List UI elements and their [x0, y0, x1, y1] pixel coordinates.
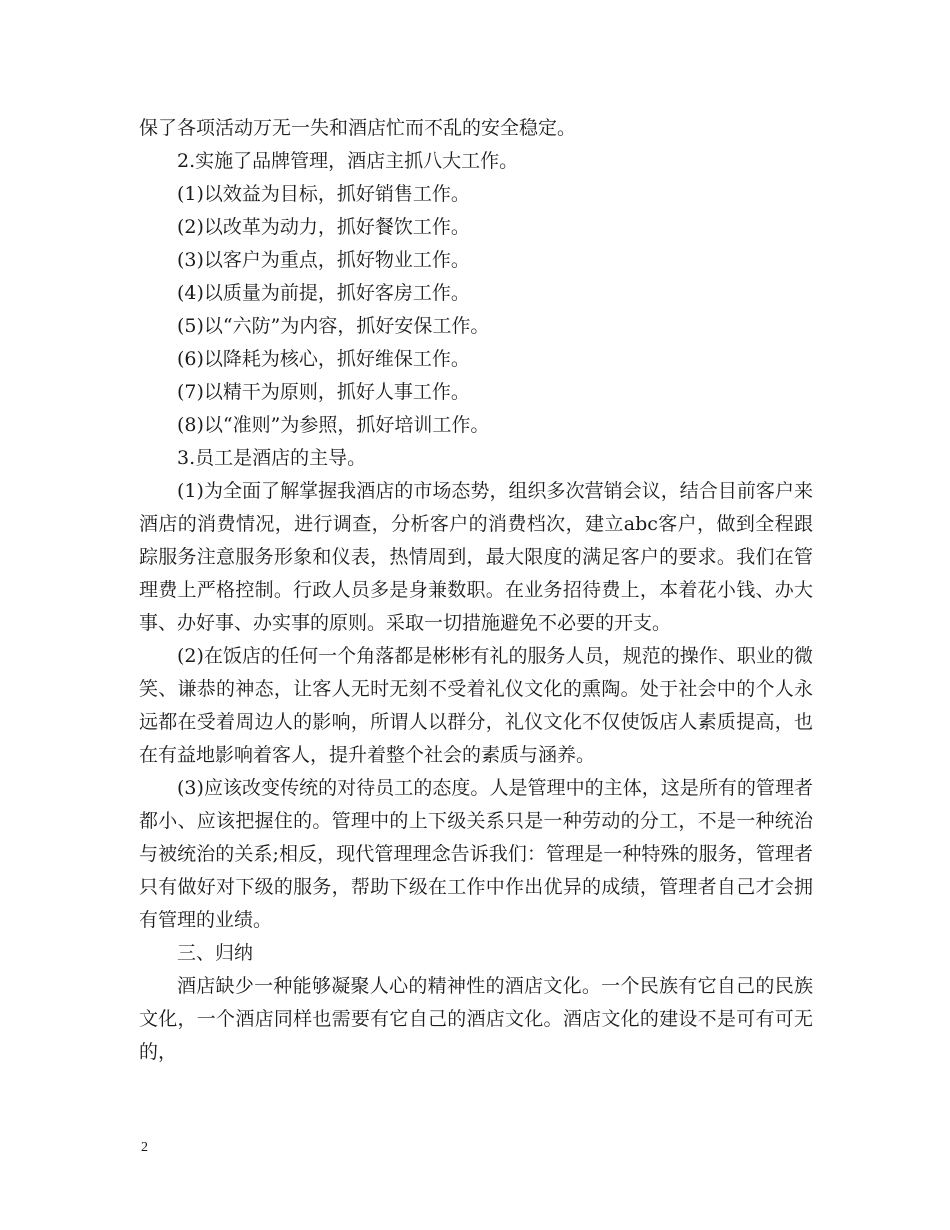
list-item: (6)以降耗为核心，抓好维保工作。 [177, 348, 470, 370]
list-item: (5)以“六防”为内容，抓好安保工作。 [177, 315, 490, 337]
paragraph: (1)为全面了解掌握我酒店的市场态势，组织多次营销会议，结合目前客户来酒店的消费情况，进行调查，分析客户的消费档次，建立abc客户，做到全程跟踪服务注意服务形象和仪表，热情周到，最大限度的满足客户的要求。我们在管理费上严格控制。行政人员多是身兼数职。在业务招待费上，本着花小钱、办大事、办好事、办实事的原则。采取一切措施避免不必要的开支。 [139, 480, 813, 634]
list-item: (7)以精干为原则，抓好人事工作。 [177, 381, 470, 403]
list-item: (1)以效益为目标，抓好销售工作。 [177, 183, 470, 205]
list-item: (8)以“准则”为参照，抓好培训工作。 [177, 414, 490, 436]
list-item: (3)以客户为重点，抓好物业工作。 [177, 249, 470, 271]
paragraph: 保了各项活动万无一失和酒店忙而不乱的安全稳定。 [139, 117, 577, 139]
paragraph: 3.员工是酒店的主导。 [177, 447, 367, 469]
paragraph: 2.实施了品牌管理，酒店主抓八大工作。 [177, 150, 519, 172]
paragraph: (3)应该改变传统的对待员工的态度。人是管理中的主体，这是所有的管理者都小、应该把握住的。管理中的上下级关系只是一种劳动的分工，不是一种统治与被统治的关系;相反，现代管理理念告诉我们：管理是一种特殊的服务，管理者只有做好对下级的服务，帮助下级在工作中作出优异的成绩，管理者自己才会拥有管理的业绩。 [139, 777, 813, 931]
paragraph: (2)在饭店的任何一个角落都是彬彬有礼的服务人员，规范的操作、职业的微笑、谦恭的神态，让客人无时无刻不受着礼仪文化的熏陶。处于社会中的个人永远都在受着周边人的影响，所谓人以群分，礼仪文化不仅使饭店人素质提高，也在有益地影响着客人，提升着整个社会的素质与涵养。 [139, 645, 813, 766]
list-item: (2)以改革为动力，抓好餐饮工作。 [177, 216, 470, 238]
list-item: (4)以质量为前提，抓好客房工作。 [177, 282, 470, 304]
section-heading: 三、归纳 [177, 942, 254, 964]
page-body [139, 112, 813, 1069]
paragraph: 酒店缺少一种能够凝聚人心的精神性的酒店文化。一个民族有它自己的民族文化，一个酒店同样也需要有它自己的酒店文化。酒店文化的建设不是可有可无的， [139, 975, 813, 1063]
page-number: 2 [141, 1140, 148, 1155]
